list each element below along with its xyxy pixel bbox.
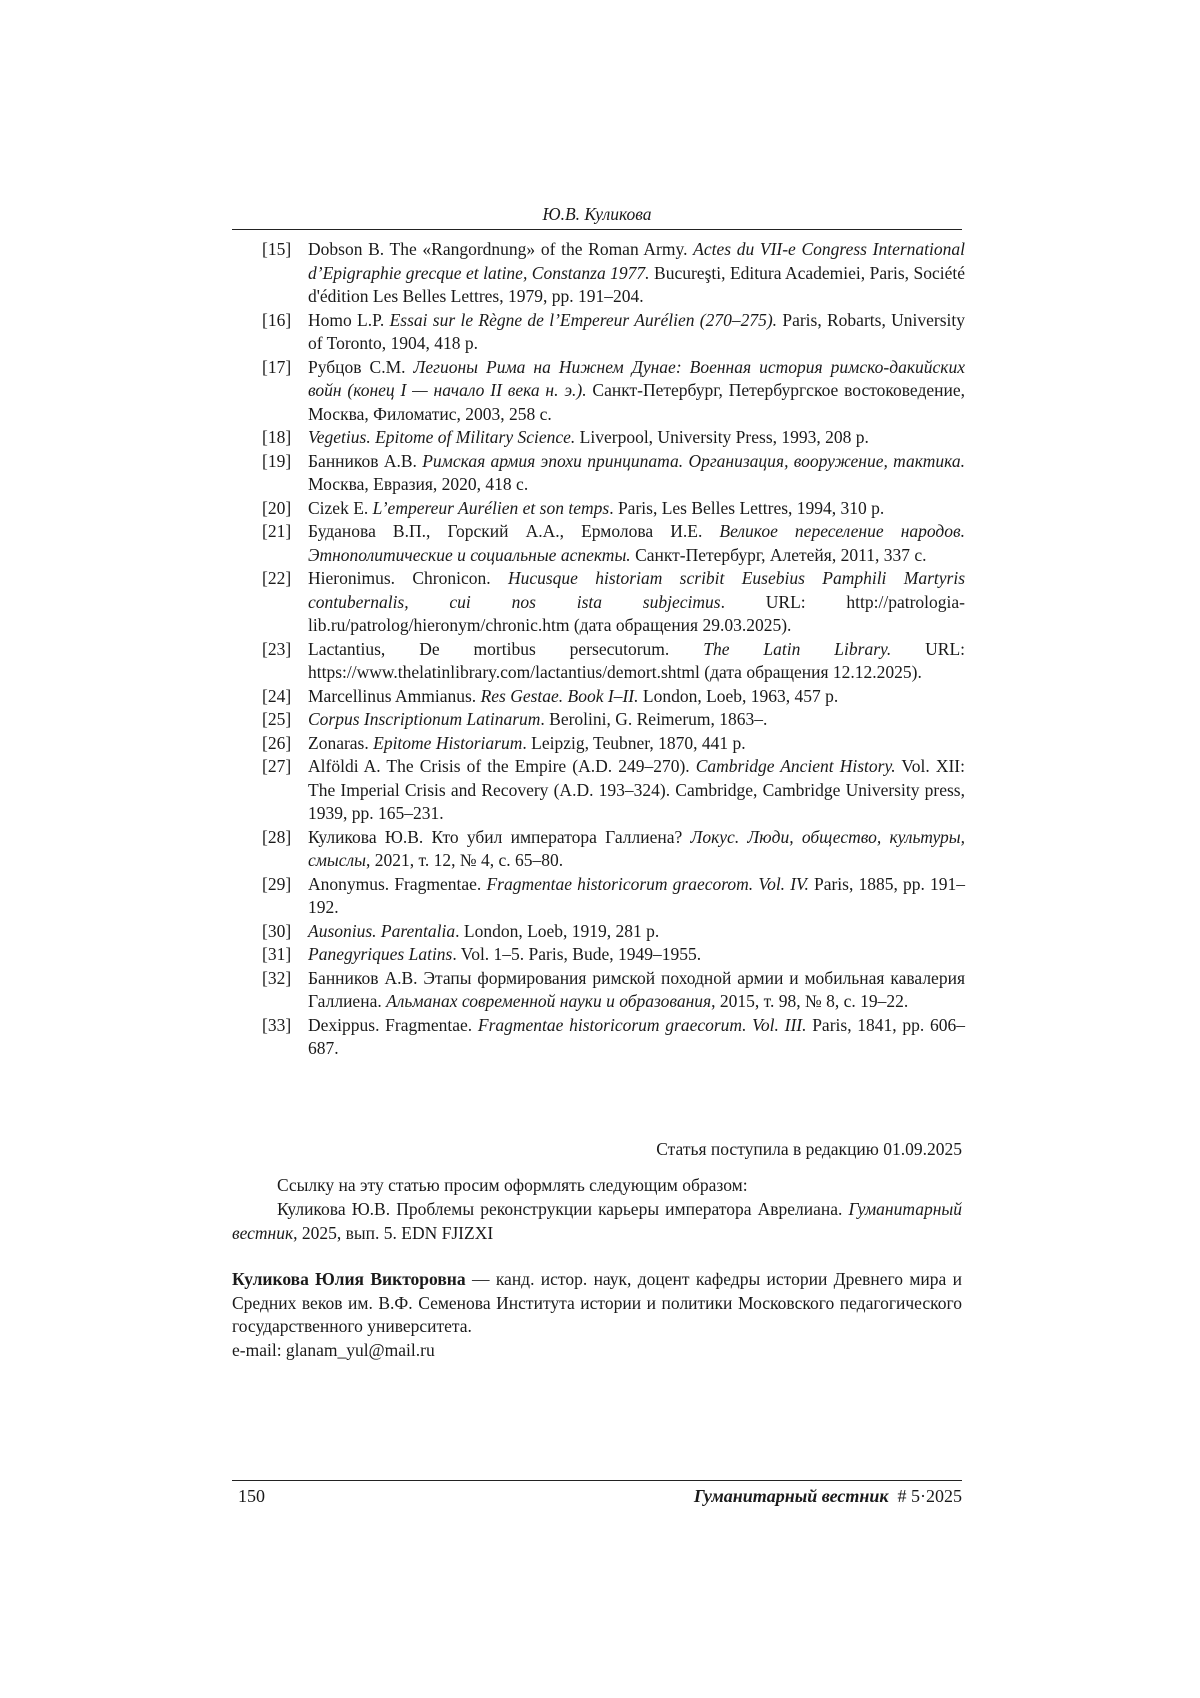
- reference-text: [308, 238, 965, 309]
- reference-number: [20]: [262, 497, 292, 518]
- reference-text: [308, 356, 965, 427]
- reference-item: [262, 943, 965, 967]
- reference-text: [308, 873, 965, 920]
- reference-segment: Банников А.В. Этапы формирования римской походной армии и мобильная кавалерия Галлиена.: [308, 967, 965, 1011]
- reference-number: [18]: [262, 427, 292, 447]
- reference-segment: Zonaras.: [308, 732, 374, 753]
- citation-heading: Ссылку на эту статью просим оформлять следующим образом:: [277, 1175, 748, 1195]
- reference-number: [24]: [262, 685, 292, 706]
- reference-title: Vegetius. Epitome of Military Science.: [308, 427, 576, 447]
- reference-number: [30]: [262, 920, 292, 941]
- reference-text: [308, 1014, 965, 1061]
- reference-segment: Куликова Ю.В. Кто убил императора Галлиена?: [308, 826, 691, 847]
- reference-number: [28]: [262, 826, 292, 847]
- reference-item: [262, 497, 965, 521]
- reference-number: [17]: [262, 356, 292, 377]
- reference-item: [262, 520, 965, 567]
- reference-segment: . Leipzig, Teubner, 1870, 441 p.: [522, 732, 746, 753]
- citation-text: [232, 1198, 962, 1245]
- reference-item: [262, 873, 965, 920]
- reference-number: [22]: [262, 568, 292, 588]
- reference-item: [262, 356, 965, 427]
- reference-title: Римская армия эпохи принципата. Организация, вооружение, тактика.: [422, 450, 965, 471]
- reference-text: [308, 920, 965, 944]
- reference-title: Epitome Historiarum: [373, 732, 523, 753]
- reference-number: [15]: [262, 239, 292, 259]
- citation-journal: Гуманитарный вестник: [232, 1199, 962, 1243]
- reference-number: [21]: [262, 521, 292, 541]
- author-name: Куликова Юлия Викторовна: [232, 1269, 466, 1289]
- reference-item: [262, 732, 965, 756]
- footer-rule: [232, 1480, 962, 1481]
- citation-main: Куликова Ю.В. Проблемы реконструкции карьеры императора Аврелиана.: [277, 1199, 849, 1219]
- reference-item: [262, 708, 965, 732]
- reference-segment: . URL: http://patrologia-lib.ru/patrolog/hieronym/chronic.htm (дата обращения 29.03.2025).: [308, 591, 966, 635]
- reference-number: [26]: [262, 732, 292, 753]
- reference-segment: Anonymus. Fragmentae.: [308, 873, 487, 894]
- reference-title: Великое переселение народов. Этнополитические и социальные аспекты.: [308, 521, 965, 565]
- reference-title: Альманах современной науки и образования: [386, 991, 712, 1011]
- reference-item: [262, 920, 965, 944]
- reference-segment: , 2021, т. 12, № 4, с. 65–80.: [366, 850, 564, 870]
- reference-title: Actes du VII-e Congress International d’Epigraphie grecque et latine, Constanza 1977.: [308, 239, 965, 283]
- reference-number: [32]: [262, 967, 292, 988]
- reference-item: [262, 685, 965, 709]
- reference-item: [262, 450, 965, 497]
- reference-segment: . London, Loeb, 1919, 281 p.: [455, 920, 660, 941]
- reference-segment: Dobson B. The «Rangordnung» of the Roman Army.: [308, 239, 694, 259]
- reference-segment: Санкт-Петербург, Алетейя, 2011, 337 с.: [630, 544, 927, 565]
- reference-title: Hucusque historiam scribit Eusebius Pamphili Martyris contubernalis, cui nos ista subjecimus: [308, 568, 966, 612]
- citation-tail: , 2025, вып. 5. EDN FJIZXI: [293, 1222, 494, 1243]
- reference-text: [308, 450, 965, 497]
- reference-segment: London, Loeb, 1963, 457 p.: [638, 685, 839, 706]
- reference-text: [308, 426, 965, 450]
- reference-text: [308, 967, 965, 1014]
- page-number: 150: [238, 1486, 265, 1506]
- reference-text: [308, 685, 965, 709]
- author-description: — канд. истор. наук, доцент кафедры истории Древнего мира и Средних веков им. В.Ф. Семенова Института истории и политики Московского педагогического государственного университета.: [232, 1269, 962, 1336]
- reference-segment: Paris, 1885, pp. 191–192.: [308, 873, 965, 917]
- reference-segment: Рубцов С.М.: [308, 356, 414, 377]
- reference-segment: Bucureşti, Editura Academiei, Paris, Société d'édition Les Belles Lettres, 1979, pp. 191–204.: [308, 262, 965, 306]
- header-rule: [232, 229, 962, 230]
- reference-title: Легионы Рима на Нижнем Дунае: Военная история римско-дакийских войн (конец I — начало II века н. э.).: [308, 356, 965, 400]
- reference-item: [262, 567, 965, 638]
- reference-number: [19]: [262, 450, 292, 471]
- reference-text: [308, 520, 965, 567]
- reference-segment: Dexippus. Fragmentae.: [308, 1014, 478, 1035]
- footer-issue-gap: [889, 1486, 898, 1506]
- reference-segment: Paris, Robarts, University of Toronto, 1904, 418 p.: [308, 309, 965, 353]
- reference-segment: Marcellinus Ammianus.: [308, 685, 481, 706]
- reference-segment: Буданова В.П., Горский А.А., Ермолова И.Е.: [308, 521, 720, 541]
- author-info: [232, 1268, 962, 1339]
- reference-text: [308, 708, 965, 732]
- reference-title: Corpus Inscriptionum Latinarum: [308, 709, 541, 729]
- author-email: e-mail: glanam_yul@mail.ru: [232, 1340, 435, 1360]
- reference-title: Fragmentae historicorum graecorom. Vol. IV.: [486, 873, 809, 894]
- reference-segment: Cizek E.: [308, 497, 373, 518]
- reference-number: [27]: [262, 756, 292, 776]
- reference-text: [308, 567, 965, 638]
- reference-title: L’empereur Aurélien et son temps: [372, 497, 610, 518]
- reference-number: [16]: [262, 309, 292, 330]
- reference-segment: , 2015, т. 98, № 8, с. 19–22.: [711, 991, 909, 1011]
- running-head: Ю.В. Куликова: [542, 204, 652, 224]
- reference-segment: URL: https://www.thelatinlibrary.com/lactantius/demort.shtml (дата обращения 12.12.2025).: [308, 638, 965, 682]
- reference-text: [308, 826, 965, 873]
- reference-text: [308, 638, 965, 685]
- reference-text: [308, 943, 965, 967]
- footer-journal-name: Гуманитарный вестник: [693, 1486, 889, 1506]
- reference-title: Res Gestae. Book I–II.: [480, 685, 639, 706]
- reference-number: [33]: [262, 1014, 292, 1035]
- reference-text: [308, 309, 965, 356]
- reference-title: The Latin Library.: [703, 638, 892, 659]
- reference-title: Ausonius. Parentalia: [308, 920, 456, 941]
- reference-title: Fragmentae historicorum graecorum. Vol. III.: [477, 1014, 807, 1035]
- received-date: Статья поступила в редакцию 01.09.2025: [656, 1139, 962, 1159]
- reference-segment: Hieronimus. Chronicon.: [308, 568, 508, 588]
- reference-item: [262, 826, 965, 873]
- reference-title: Cambridge Ancient History.: [695, 756, 896, 776]
- reference-segment: . Berolini, G. Reimerum, 1863–.: [540, 709, 768, 729]
- reference-number: [29]: [262, 873, 292, 894]
- reference-segment: Санкт-Петербург, Петербургское востоковедение, Москва, Филоматис, 2003, 258 с.: [308, 380, 965, 424]
- reference-list: [262, 238, 965, 1061]
- reference-segment: Alföldi A. The Crisis of the Empire (A.D. 249–270).: [308, 756, 696, 776]
- reference-text: [308, 497, 965, 521]
- footer-issue: # 5·2025: [897, 1486, 962, 1506]
- reference-segment: Vol. XII: The Imperial Crisis and Recovery (A.D. 193–324). Cambridge, Cambridge University press, 1939, pp. 165–231.: [308, 756, 965, 823]
- reference-segment: Homo L.P.: [308, 309, 390, 330]
- reference-number: [23]: [262, 638, 292, 659]
- reference-number: [25]: [262, 709, 292, 729]
- reference-title: Essai sur le Règne de l’Empereur Aurélien (270–275).: [389, 309, 778, 330]
- reference-segment: . Vol. 1–5. Paris, Bude, 1949–1955.: [452, 944, 702, 964]
- reference-segment: Lactantius, De mortibus persecutorum.: [308, 638, 704, 659]
- reference-item: [262, 638, 965, 685]
- footer-journal: [694, 1485, 962, 1507]
- reference-segment: Liverpool, University Press, 1993, 208 p.: [575, 427, 869, 447]
- reference-title: Локус. Люди, общество, культуры, смыслы: [308, 826, 966, 870]
- reference-number: [31]: [262, 944, 292, 964]
- reference-segment: . Paris, Les Belles Lettres, 1994, 310 p.: [609, 497, 885, 518]
- reference-item: [262, 426, 965, 450]
- reference-text: [308, 732, 965, 756]
- reference-segment: Банников А.В.: [308, 450, 423, 471]
- reference-item: [262, 755, 965, 826]
- reference-item: [262, 309, 965, 356]
- reference-item: [262, 238, 965, 309]
- reference-item: [262, 967, 965, 1014]
- reference-segment: Paris, 1841, pp. 606–687.: [308, 1014, 965, 1058]
- reference-title: Panegyriques Latins: [308, 944, 453, 964]
- reference-item: [262, 1014, 965, 1061]
- reference-segment: Москва, Евразия, 2020, 418 с.: [308, 474, 529, 494]
- reference-text: [308, 755, 965, 826]
